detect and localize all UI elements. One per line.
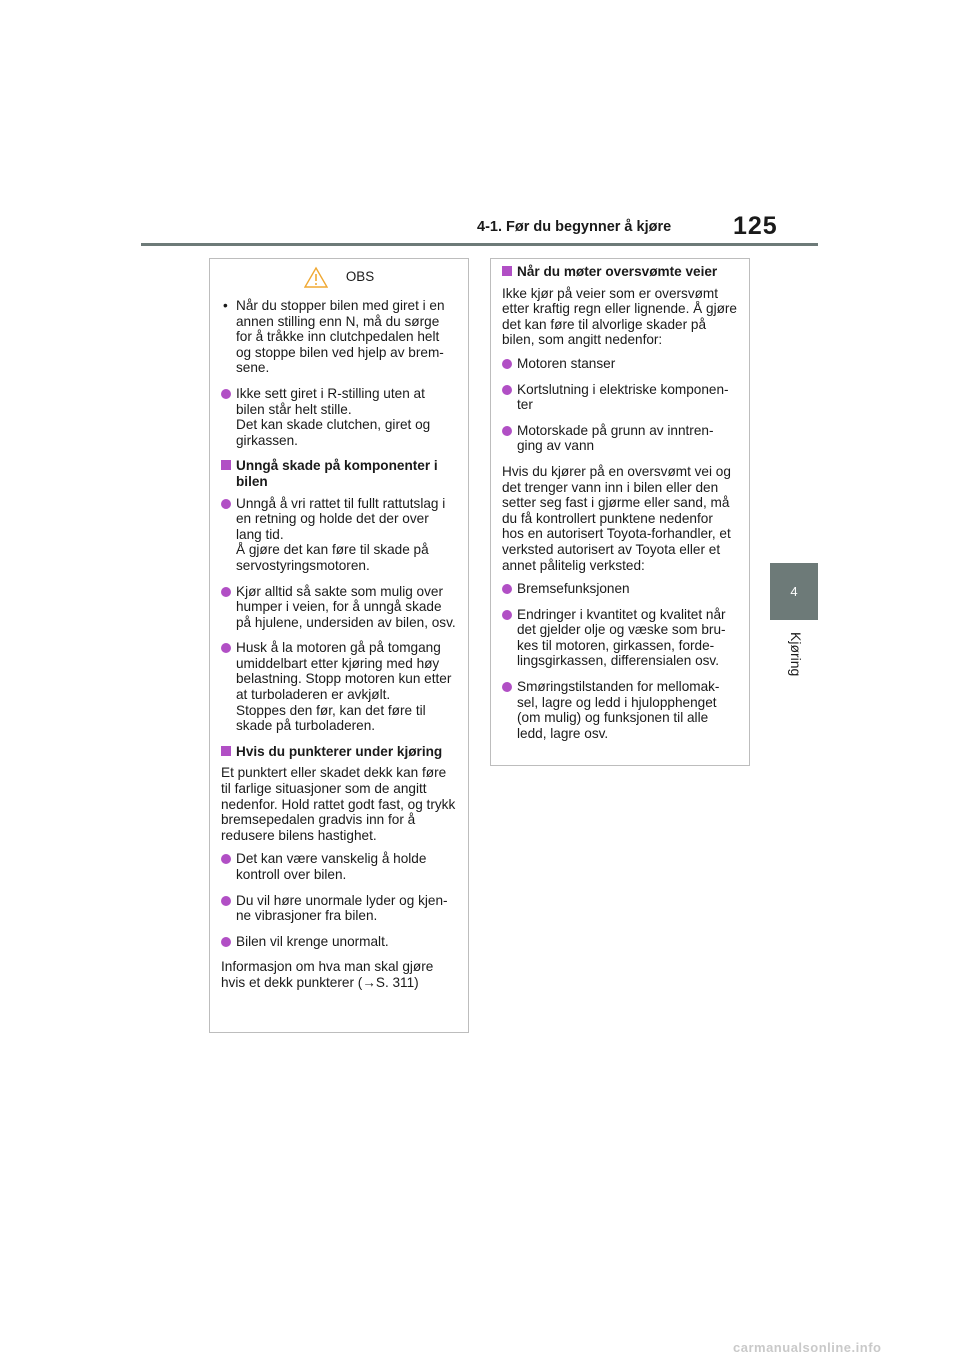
bullet-item: Bilen vil krenge unormalt. [221, 934, 457, 950]
square-bullet-icon [221, 460, 231, 470]
bullet-item: Endringer i kvantitet og kvalitet når det gjelder olje og væske som bru- kes til motoren, girkassen, forde- lingsgirkassen, differensialen osv. [502, 607, 738, 669]
warning-icon [304, 266, 328, 288]
bullet-item: Husk å la motoren gå på tomgang umiddelbart etter kjøring med høy belastning. Stopp motoren kun etter at turboladeren er avkjølt. Stoppes den før, kan det føre til skade på turboladeren. [221, 640, 457, 734]
chapter-label: Kjøring [788, 632, 804, 677]
bullet-icon [221, 896, 231, 906]
obs-dash-item: • Når du stopper bilen med giret i en annen stilling enn N, må du sørge for å tråkke inn clutchpedalen helt og stoppe bilen ved hjelp av brem- sene. [223, 298, 445, 376]
bullet-icon [221, 587, 231, 597]
header-rule [141, 243, 818, 246]
bullet-item: Kjør alltid så sakte som mulig over humper i veien, for å unngå skade på hjulene, undersiden av bilen, osv. [221, 584, 457, 631]
section-heading: Hvis du punkterer under kjøring [221, 744, 457, 760]
bullet-icon [221, 499, 231, 509]
watermark: carmanualsonline.info [733, 1340, 882, 1355]
bullet-icon [221, 854, 231, 864]
paragraph: Ikke kjør på veier som er oversvømt etter kraftig regn eller lignende. Å gjøre det kan føre til alvorlige skader på bilen, som angitt nedenfor: [502, 285, 737, 348]
chapter-tab [770, 563, 818, 620]
page-reference-paragraph: Informasjon om hva man skal gjøre hvis et dekk punkterer (→S. 311) [221, 959, 434, 990]
bullet-item: Motorskade på grunn av inntren- ging av vann [502, 423, 738, 454]
page-number: 125 [733, 212, 778, 240]
left-column-box [209, 258, 469, 1033]
chapter-number: 4 [790, 584, 798, 599]
bullet-icon [221, 643, 231, 653]
bullet-icon [502, 584, 512, 594]
bullet-icon [502, 682, 512, 692]
bullet-item: Det kan være vanskelig å holde kontroll over bilen. [221, 851, 457, 882]
bullet-item: Motoren stanser [502, 356, 738, 372]
section-heading: Unngå skade på komponenter i bilen [221, 458, 457, 489]
bullet-item: Ikke sett giret i R-stilling uten at bilen står helt stille. Det kan skade clutchen, giret og girkassen. [221, 386, 457, 448]
obs-header [221, 264, 457, 290]
bullet-icon [502, 610, 512, 620]
bullet-icon [502, 359, 512, 369]
bullet-icon [502, 426, 512, 436]
square-bullet-icon [221, 746, 231, 756]
section-heading: Når du møter oversvømte veier [502, 264, 738, 280]
bullet-icon [502, 385, 512, 395]
bullet-item: Bremsefunksjonen [502, 581, 738, 597]
section-title: 4-1. Før du begynner å kjøre [477, 219, 672, 235]
right-column-box [490, 258, 750, 766]
square-bullet-icon [502, 266, 512, 276]
obs-label: OBS [345, 269, 375, 285]
bullet-item: Unngå å vri rattet til fullt rattutslag i en retning og holde det der over lang tid. Å gjøre det kan føre til skade på servostyringsmotoren. [221, 496, 457, 574]
bullet-item: Du vil høre unormale lyder og kjen- ne vibrasjoner fra bilen. [221, 893, 457, 924]
bullet-icon [221, 389, 231, 399]
paragraph: Hvis du kjører på en oversvømt vei og det trenger vann inn i bilen eller den setter seg fast i gjørme eller sand, må du få kontrollert punktene nedenfor hos en autorisert Toyota-forhandler, et verksted autorisert av Toyota eller et annet pålitelig verksted: [502, 463, 731, 573]
bullet-item: Smøringstilstanden for mellomak- sel, lagre og ledd i hjulopphenget (om mulig) og funksjonen til alle ledd, lagre osv. [502, 679, 738, 741]
bullet-item: Kortslutning i elektriske komponen- ter [502, 382, 738, 413]
bullet-icon [221, 937, 231, 947]
paragraph: Et punktert eller skadet dekk kan føre til farlige situasjoner som de angitt nedenfor. Hold rattet godt fast, og trykk bremsepedalen gradvis inn for å redusere bilens hastighet. [221, 765, 456, 843]
